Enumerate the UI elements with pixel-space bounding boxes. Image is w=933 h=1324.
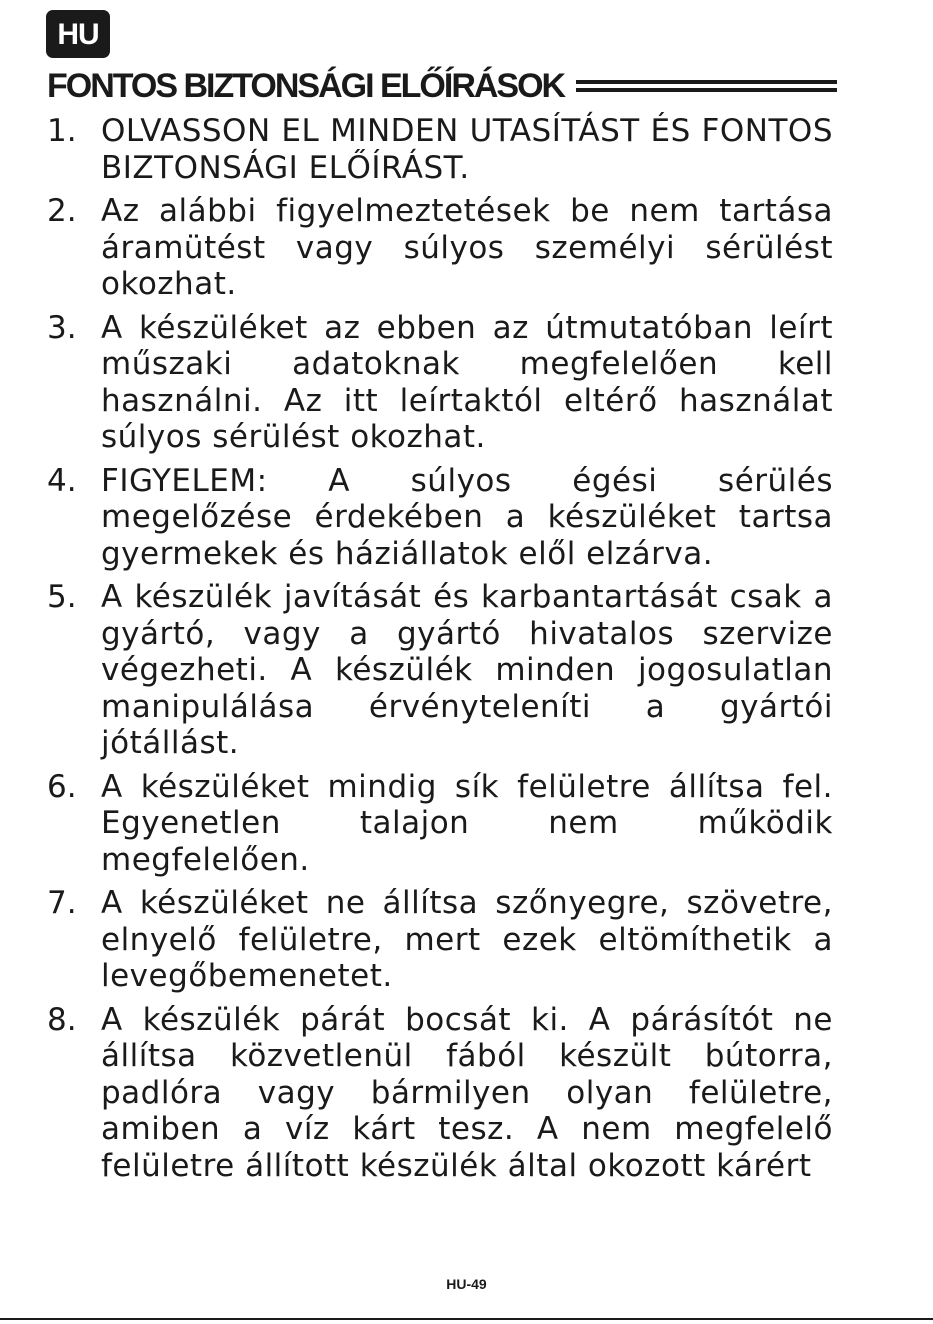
item-text: A készüléket ne állítsa szőnyegre, szövetre, elnyelő felületre, mert ezek eltömíthetik a levegőbemenetet. — [101, 885, 833, 994]
item-number: 3. — [47, 309, 77, 346]
page-number: HU-49 — [446, 1276, 487, 1292]
item-number: 7. — [47, 885, 77, 921]
item-text: FIGYELEM: A súlyos égési sérülés megelőzése érdekében a készüléket tartsa gyermekek és háziállatok elől elzárva. — [101, 462, 833, 572]
bottom-rule — [0, 1318, 933, 1320]
list-item — [47, 310, 833, 456]
item-number: 1. — [47, 113, 77, 149]
list-item — [47, 579, 833, 762]
item-text: A készüléket az ebben az útmutatóban leírt műszaki adatoknak megfelelően kell használni. Az itt leírtaktól eltérő használat súlyos sérülést okozhat. — [101, 309, 833, 455]
item-number: 8. — [47, 1001, 77, 1038]
language-badge: HU — [46, 10, 110, 58]
item-text: A készüléket mindig sík felületre állítsa fel. Egyenetlen talajon nem működik megfelelően. — [101, 768, 833, 878]
item-text: Az alábbi figyelmeztetések be nem tartása áramütést vagy súlyos személyi sérülést okozhat. — [101, 193, 833, 302]
item-text: A készülék javítását és karbantartását csak a gyártó, vagy a gyártó hivatalos szervize végezheti. A készülék minden jogosulatlan manipulálása érvényteleníti a gyártói jótállást. — [101, 579, 833, 761]
list-item — [47, 463, 833, 573]
list-item — [47, 193, 833, 303]
item-number: 2. — [47, 193, 77, 229]
item-number: 5. — [47, 579, 77, 615]
item-text: A készülék párát bocsát ki. A párásítót ne állítsa közvetlenül fából készült bútorra, padlóra vagy bármilyen olyan felületre, amiben a víz kárt tesz. A nem megfelelő felületre állított készülék által okozott kárért — [101, 1001, 833, 1184]
list-item — [47, 1002, 833, 1185]
list-item — [47, 885, 833, 995]
safety-instructions-list — [47, 113, 833, 1191]
section-heading: FONTOS BIZTONSÁGI ELŐÍRÁSOK — [47, 66, 565, 105]
item-number: 4. — [47, 462, 77, 499]
list-item — [47, 113, 833, 186]
item-number: 6. — [47, 768, 77, 805]
heading-row — [47, 64, 837, 108]
item-text: OLVASSON EL MINDEN UTASÍTÁST ÉS FONTOS BIZTONSÁGI ELŐÍRÁST. — [101, 113, 833, 186]
heading-double-rule — [576, 80, 837, 92]
list-item — [47, 769, 833, 879]
